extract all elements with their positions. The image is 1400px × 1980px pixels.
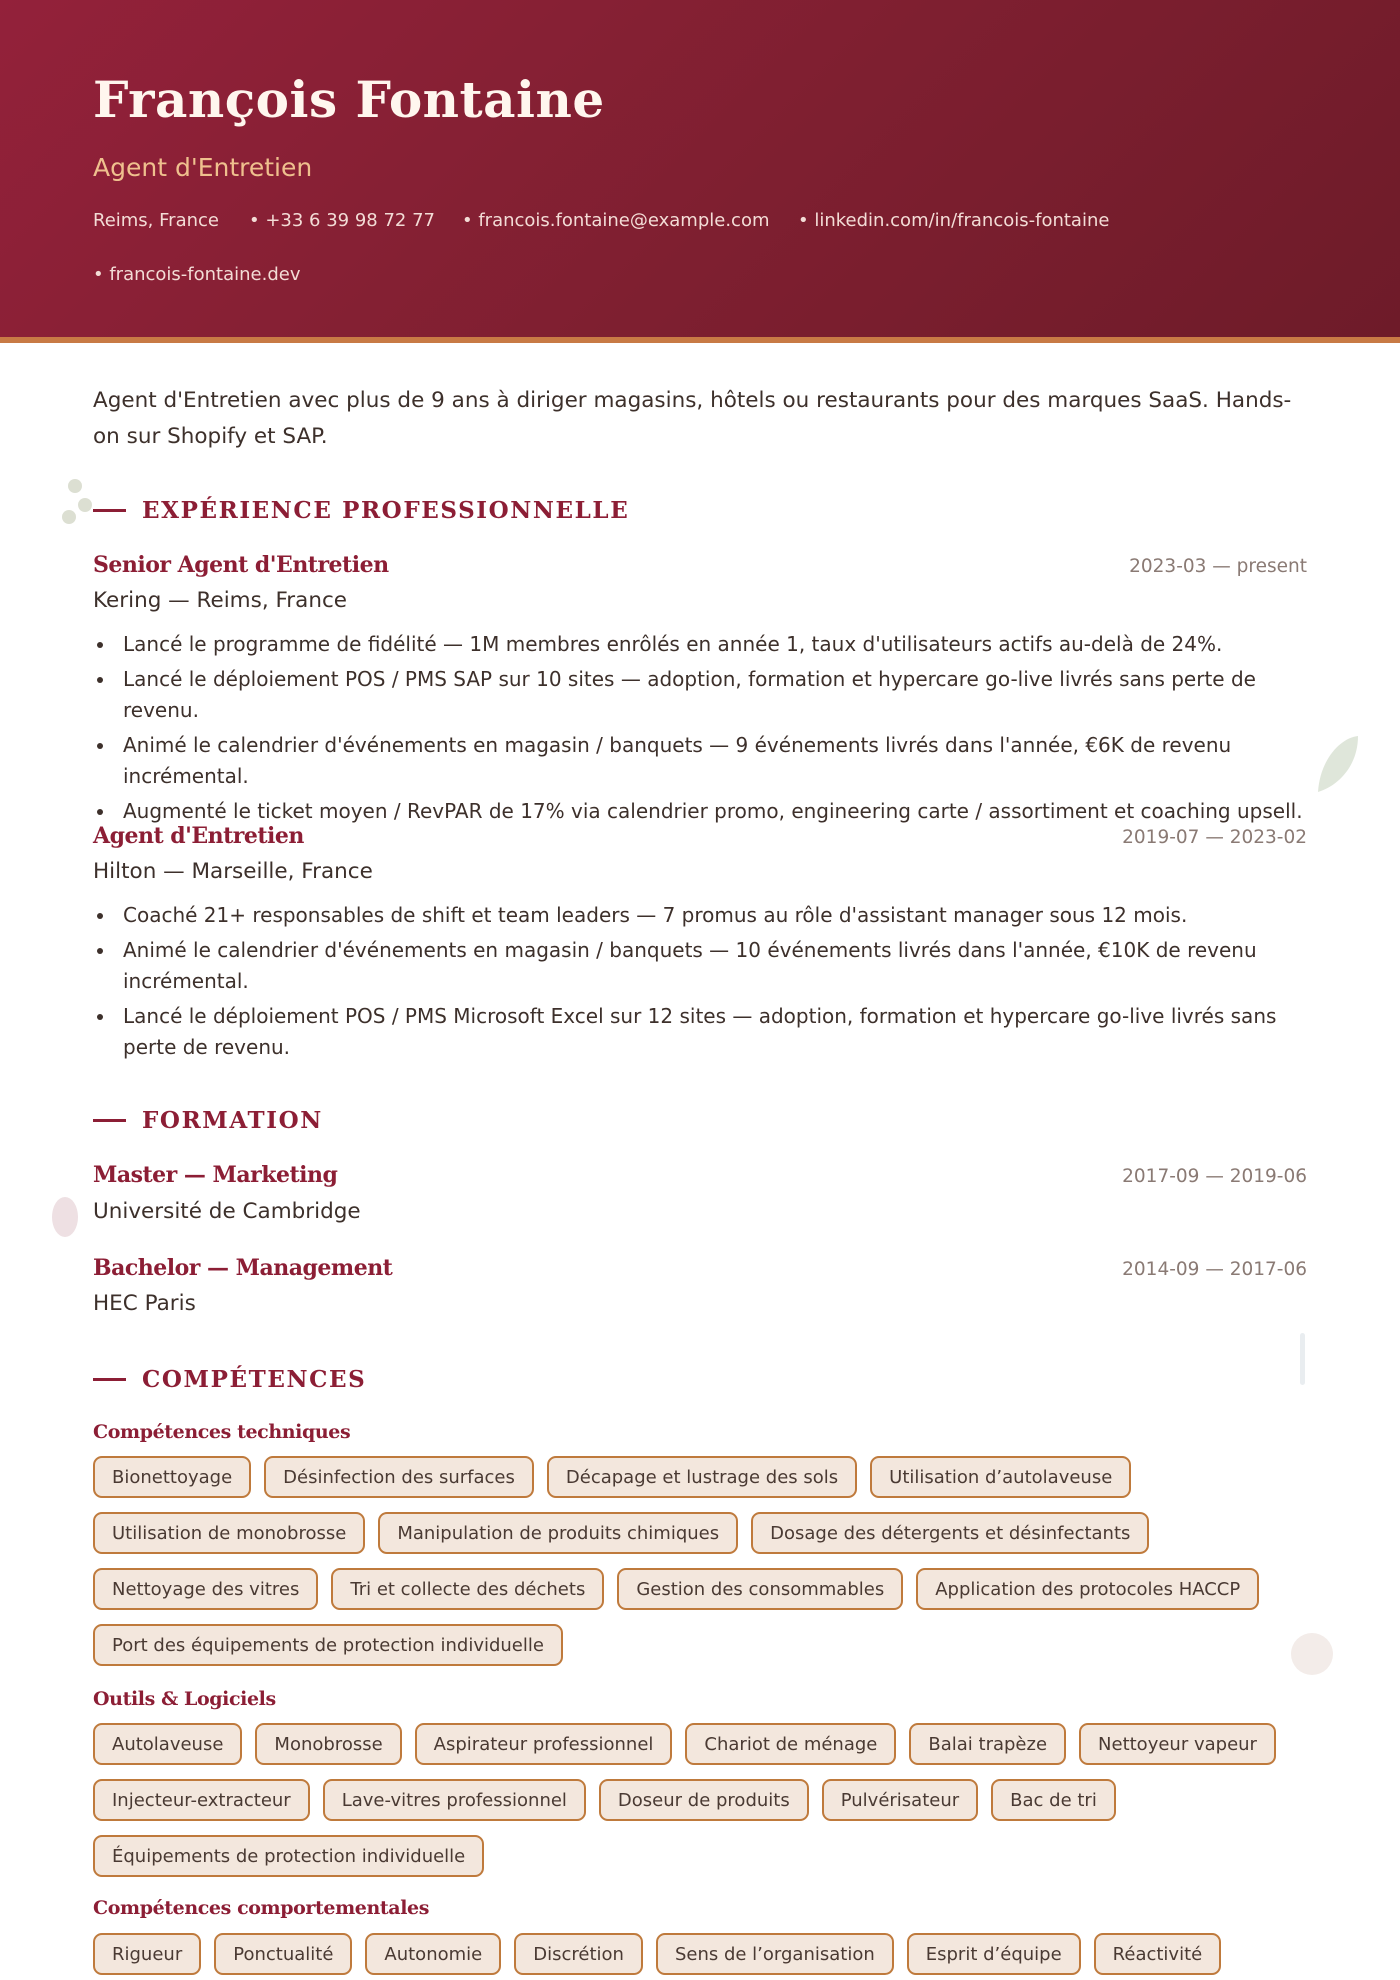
job-organization: Kering — Reims, France — [93, 588, 347, 613]
tool-tag: Autolaveuse — [93, 1723, 242, 1765]
heading-rule — [93, 1119, 126, 1122]
bar-decoration — [1300, 1333, 1305, 1385]
school-name: HEC Paris — [93, 1291, 196, 1316]
contact-phone: • +33 6 39 98 72 77 — [249, 210, 436, 231]
tool-tag: Balai trapèze — [909, 1723, 1066, 1765]
skill-tag: Gestion des consommables — [617, 1568, 903, 1610]
contact-email[interactable]: • francois.fontaine@example.com — [462, 210, 770, 231]
tools-tags — [93, 1723, 1323, 1877]
job-organization: Hilton — Marseille, France — [93, 859, 373, 884]
degree-title: Bachelor — Management — [93, 1255, 393, 1281]
technical-skills-tags — [93, 1456, 1323, 1666]
education-heading — [93, 1107, 323, 1134]
tool-tag: Nettoyeur vapeur — [1079, 1723, 1276, 1765]
tool-tag: Bac de tri — [991, 1779, 1116, 1821]
heading-rule — [93, 1378, 126, 1381]
contact-linkedin[interactable]: • linkedin.com/in/francois-fontaine — [798, 210, 1110, 231]
tool-tag: Lave-vitres professionnel — [323, 1779, 586, 1821]
skill-tag: Désinfection des surfaces — [264, 1456, 534, 1498]
skill-group-title: Compétences techniques — [93, 1421, 351, 1443]
achievement-item: Animé le calendrier d'événements en magasin / banquets — 10 événements livrés dans l'année, €10K de revenu incrémental. — [123, 935, 1318, 997]
skill-tag: Bionettoyage — [93, 1456, 251, 1498]
soft-skill-tag: Esprit d’équipe — [907, 1933, 1081, 1975]
tool-tag: Aspirateur professionnel — [415, 1723, 673, 1765]
soft-skills-tags — [93, 1933, 1323, 1975]
achievement-item: Lancé le déploiement POS / PMS SAP sur 10 sites — adoption, formation et hypercare go-live livrés sans perte de revenu. — [123, 664, 1318, 726]
tool-tag: Pulvérisateur — [822, 1779, 978, 1821]
soft-skill-tag: Discrétion — [514, 1933, 643, 1975]
achievement-item: Lancé le programme de fidélité — 1M membres enrôlés en année 1, taux d'utilisateurs actifs au-delà de 24%. — [123, 629, 1318, 660]
skill-tag: Utilisation de monobrosse — [93, 1512, 365, 1554]
soft-skill-tag: Autonomie — [365, 1933, 501, 1975]
achievement-item: Coaché 21+ responsables de shift et team leaders — 7 promus au rôle d'assistant manager sous 12 mois. — [123, 900, 1318, 931]
job-achievements — [123, 629, 1318, 831]
skills-heading — [93, 1366, 366, 1393]
contact-location: Reims, France — [93, 210, 219, 231]
tool-tag: Injecteur-extracteur — [93, 1779, 310, 1821]
skill-tag: Utilisation d’autolaveuse — [870, 1456, 1131, 1498]
job-dates: 2019-07 — 2023-02 — [1122, 827, 1307, 848]
soft-skill-tag: Réactivité — [1094, 1933, 1222, 1975]
candidate-role: Agent d'Entretien — [93, 153, 313, 182]
education-title: FORMATION — [142, 1107, 323, 1134]
skill-tag: Manipulation de produits chimiques — [378, 1512, 738, 1554]
achievement-item: Augmenté le ticket moyen / RevPAR de 17% via calendrier promo, engineering carte / assortiment et coaching upsell. — [123, 796, 1318, 827]
degree-dates: 2017-09 — 2019-06 — [1122, 1166, 1307, 1187]
leaf-decoration — [1310, 730, 1370, 800]
degree-title: Master — Marketing — [93, 1162, 338, 1188]
heading-rule — [93, 509, 126, 512]
achievement-item: Animé le calendrier d'événements en magasin / banquets — 9 événements livrés dans l'année, €6K de revenu incrémental. — [123, 730, 1318, 792]
candidate-name: François Fontaine — [93, 70, 605, 129]
skills-title: COMPÉTENCES — [142, 1366, 367, 1393]
tool-tag: Monobrosse — [255, 1723, 401, 1765]
soft-skill-tag: Ponctualité — [214, 1933, 352, 1975]
tool-tag: Chariot de ménage — [685, 1723, 896, 1765]
experience-title: EXPÉRIENCE PROFESSIONNELLE — [142, 497, 630, 524]
contact-website[interactable]: • francois-fontaine.dev — [93, 264, 301, 285]
skill-tag: Port des équipements de protection individuelle — [93, 1624, 563, 1666]
soft-skill-tag: Rigueur — [93, 1933, 201, 1975]
job-title: Senior Agent d'Entretien — [93, 552, 389, 578]
soft-skill-tag: Sens de l’organisation — [656, 1933, 894, 1975]
job-achievements — [123, 900, 1318, 1067]
header-banner — [0, 0, 1400, 337]
skill-tag: Application des protocoles HACCP — [916, 1568, 1259, 1610]
skill-tag: Dosage des détergents et désinfectants — [751, 1512, 1149, 1554]
job-title: Agent d'Entretien — [93, 823, 304, 849]
tool-tag: Doseur de produits — [599, 1779, 809, 1821]
skill-group-title: Outils & Logiciels — [93, 1688, 276, 1710]
degree-dates: 2014-09 — 2017-06 — [1122, 1259, 1307, 1280]
skill-tag: Décapage et lustrage des sols — [547, 1456, 857, 1498]
header-divider — [0, 337, 1400, 343]
skill-tag: Nettoyage des vitres — [93, 1568, 318, 1610]
tool-tag: Équipements de protection individuelle — [93, 1835, 484, 1877]
profile-summary: Agent d'Entretien avec plus de 9 ans à diriger magasins, hôtels ou restaurants pour des marques SaaS. Hands-on sur Shopify et SAP. — [93, 388, 1292, 449]
school-name: Université de Cambridge — [93, 1199, 361, 1224]
pebble-decoration — [52, 1197, 78, 1237]
experience-heading — [93, 497, 629, 524]
job-dates: 2023-03 — present — [1129, 556, 1307, 577]
skill-group-title: Compétences comportementales — [93, 1897, 429, 1919]
skill-tag: Tri et collecte des déchets — [331, 1568, 604, 1610]
achievement-item: Lancé le déploiement POS / PMS Microsoft Excel sur 12 sites — adoption, formation et hypercare go-live livrés sans perte de revenu. — [123, 1001, 1318, 1063]
